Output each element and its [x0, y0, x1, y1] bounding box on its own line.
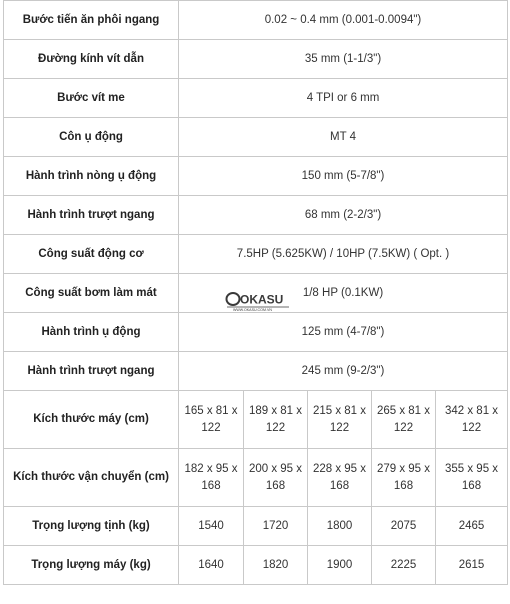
- spec-label: Bước vít me: [4, 79, 179, 118]
- spec-label: Hành trình trượt ngang: [4, 196, 179, 235]
- okasu-watermark-logo: [225, 290, 291, 312]
- spec-cell: 342 x 81 x 122: [436, 391, 508, 449]
- spec-cell: 215 x 81 x 122: [308, 391, 372, 449]
- spec-cell: 265 x 81 x 122: [372, 391, 436, 449]
- spec-cell: 2465: [436, 507, 508, 546]
- spec-value: MT 4: [179, 118, 508, 157]
- logo-brand-text: OKASU: [240, 292, 284, 307]
- spec-cell: 1800: [308, 507, 372, 546]
- spec-value: 68 mm (2-2/3"): [179, 196, 508, 235]
- spec-label: Trọng lượng máy (kg): [4, 546, 179, 585]
- spec-label: Hành trình ụ động: [4, 313, 179, 352]
- spec-label: Bước tiến ăn phôi ngang: [4, 1, 179, 40]
- spec-row: [4, 235, 508, 274]
- spec-value: 4 TPI or 6 mm: [179, 79, 508, 118]
- spec-cell: 2615: [436, 546, 508, 585]
- spec-value: 0.02 ~ 0.4 mm (0.001-0.0094"): [179, 1, 508, 40]
- spec-value: 245 mm (9-2/3"): [179, 352, 508, 391]
- spec-value: 7.5HP (5.625KW) / 10HP (7.5KW) ( Opt. ): [179, 235, 508, 274]
- spec-label: Đường kính vít dẫn: [4, 40, 179, 79]
- spec-label: Hành trình nòng ụ động: [4, 157, 179, 196]
- spec-value: 1/8 HP (0.1KW): [179, 274, 508, 313]
- spec-cell: 1540: [179, 507, 244, 546]
- spec-cell: 165 x 81 x 122: [179, 391, 244, 449]
- spec-row-multi: [4, 507, 508, 546]
- spec-cell: 279 x 95 x 168: [372, 449, 436, 507]
- spec-cell: 228 x 95 x 168: [308, 449, 372, 507]
- spec-row: [4, 79, 508, 118]
- logo-tagline-text: WWW.OKASU.COM.VN: [233, 308, 272, 312]
- spec-cell: 1640: [179, 546, 244, 585]
- spec-row: [4, 1, 508, 40]
- spec-label: Kích thước vận chuyển (cm): [4, 449, 179, 507]
- spec-row: [4, 352, 508, 391]
- spec-label: Kích thước máy (cm): [4, 391, 179, 449]
- spec-cell: 1900: [308, 546, 372, 585]
- spec-value: 125 mm (4-7/8"): [179, 313, 508, 352]
- spec-row: [4, 118, 508, 157]
- spec-cell: 200 x 95 x 168: [244, 449, 308, 507]
- spec-cell: 1820: [244, 546, 308, 585]
- spec-value: 150 mm (5-7/8"): [179, 157, 508, 196]
- spec-row-multi: [4, 546, 508, 585]
- spec-cell: 2075: [372, 507, 436, 546]
- spec-label: Công suất bơm làm mát: [4, 274, 179, 313]
- spec-row: [4, 157, 508, 196]
- spec-row: [4, 40, 508, 79]
- spec-label: Hành trình trượt ngang: [4, 352, 179, 391]
- spec-cell: 182 x 95 x 168: [179, 449, 244, 507]
- spec-row-multi: [4, 391, 508, 449]
- okasu-logo-icon: [225, 290, 291, 312]
- spec-cell: 2225: [372, 546, 436, 585]
- spec-row: [4, 196, 508, 235]
- spec-label: Trọng lượng tịnh (kg): [4, 507, 179, 546]
- spec-value: 35 mm (1-1/3"): [179, 40, 508, 79]
- spec-cell: 1720: [244, 507, 308, 546]
- spec-label: Côn ụ động: [4, 118, 179, 157]
- spec-row-multi: [4, 449, 508, 507]
- spec-row: [4, 313, 508, 352]
- spec-label: Công suất động cơ: [4, 235, 179, 274]
- spec-cell: 355 x 95 x 168: [436, 449, 508, 507]
- spec-cell: 189 x 81 x 122: [244, 391, 308, 449]
